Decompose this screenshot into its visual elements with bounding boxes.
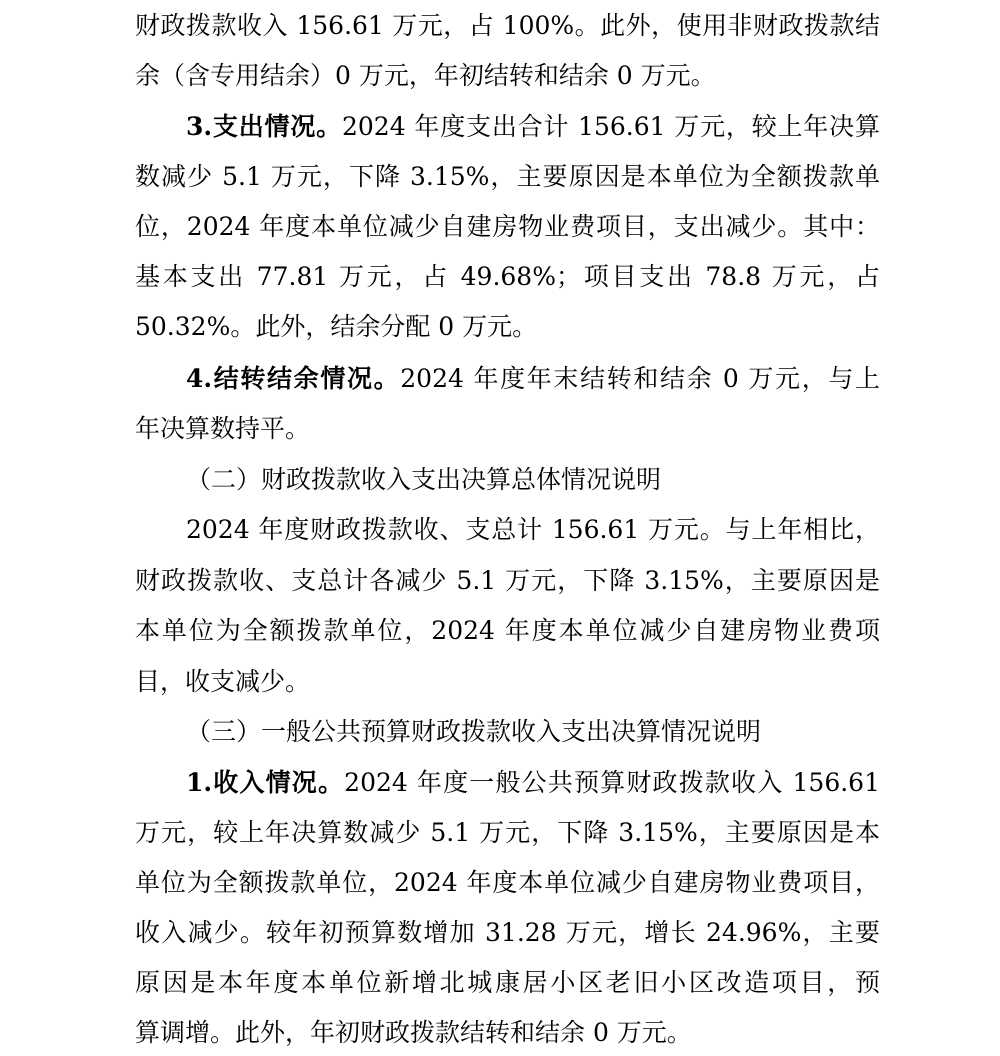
paragraph-line [135, 411, 880, 447]
line-text: 2024 年度年末结转和结余 0 万元，与上 [400, 364, 880, 393]
paragraph-line [135, 865, 880, 901]
section-lead: 4.结转结余情况。 [186, 364, 401, 393]
line-text: 2024 年度支出合计 156.61 万元，较上年决算 [342, 112, 880, 141]
line-text: 财政拨款收入 156.61 万元，占 100%。此外，使用非财政拨款结 [135, 11, 880, 40]
heading-text: （二）财政拨款收入支出决算总体情况说明 [186, 465, 662, 494]
paragraph-line [135, 563, 880, 599]
paragraph-line [186, 512, 880, 548]
paragraph-line [135, 815, 880, 851]
line-text: 本单位为全额拨款单位，2024 年度本单位减少自建房物业费项 [135, 616, 880, 645]
section-lead: 3.支出情况。 [186, 112, 342, 141]
line-text: 算调增。此外，年初财政拨款结转和结余 0 万元。 [135, 1018, 692, 1047]
heading-text: （三）一般公共预算财政拨款收入支出决算情况说明 [186, 717, 762, 746]
paragraph-line [135, 259, 880, 295]
line-text: 单位为全额拨款单位，2024 年度本单位减少自建房物业费项目， [135, 868, 880, 897]
paragraph-line [135, 613, 880, 649]
paragraph-line [135, 309, 880, 345]
paragraph-line [135, 159, 880, 195]
paragraph-line [135, 209, 880, 245]
paragraph-line [186, 765, 880, 801]
section-heading [186, 714, 880, 750]
line-text: 目，收支减少。 [135, 667, 311, 696]
line-text: 余（含专用结余）0 万元，年初结转和结余 0 万元。 [135, 61, 716, 90]
line-text: 收入减少。较年初预算数增加 31.28 万元，增长 24.96%，主要 [135, 918, 880, 947]
line-text: 2024 年度财政拨款收、支总计 156.61 万元。与上年相比， [186, 515, 880, 544]
line-text: 基本支出 77.81 万元，占 49.68%；项目支出 78.8 万元，占 [135, 262, 880, 291]
line-text: 年决算数持平。 [135, 414, 311, 443]
line-text: 原因是本年度本单位新增北城康居小区老旧小区改造项目，预 [135, 968, 880, 997]
line-text: 数减少 5.1 万元，下降 3.15%，主要原因是本单位为全额拨款单 [135, 162, 880, 191]
paragraph-line [135, 1015, 880, 1051]
line-text: 50.32%。此外，结余分配 0 万元。 [135, 312, 538, 341]
line-text: 2024 年度一般公共预算财政拨款收入 156.61 [344, 768, 880, 797]
paragraph-line [135, 8, 880, 44]
line-text: 财政拨款收、支总计各减少 5.1 万元，下降 3.15%，主要原因是 [135, 566, 880, 595]
paragraph-line [135, 58, 880, 94]
line-text: 万元，较上年决算数减少 5.1 万元，下降 3.15%，主要原因是本 [135, 818, 880, 847]
paragraph-line [135, 915, 880, 951]
paragraph-line [135, 664, 880, 700]
paragraph-line [186, 109, 880, 145]
paragraph-line [135, 965, 880, 1001]
section-lead: 1.收入情况。 [186, 768, 345, 797]
paragraph-line [186, 361, 880, 397]
section-heading [186, 462, 880, 498]
line-text: 位，2024 年度本单位减少自建房物业费项目，支出减少。其中： [135, 212, 880, 241]
